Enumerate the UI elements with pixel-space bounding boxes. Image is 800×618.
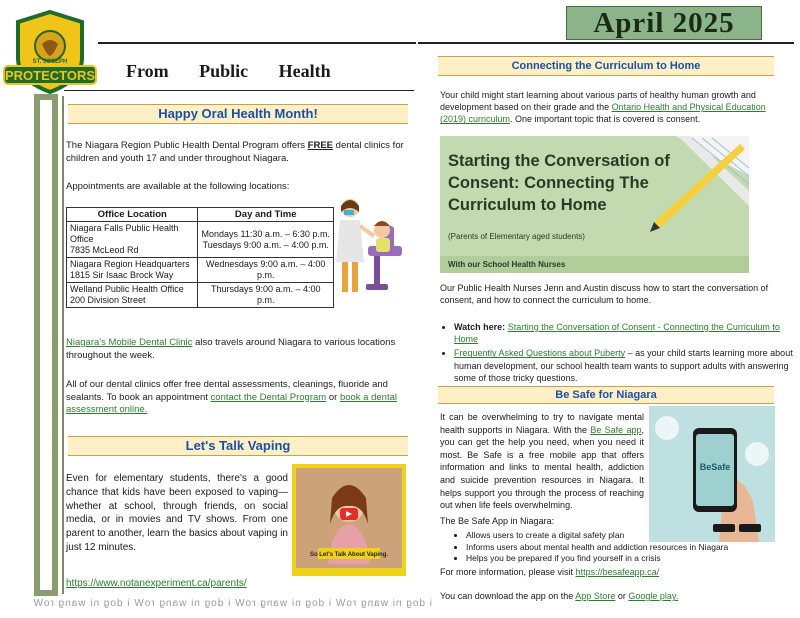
besafe-heading: Be Safe for Niagara (438, 386, 774, 404)
oral-health-intro: The Niagara Region Public Health Dental Program offers FREE dental clinics for children and youth 17 and under throughout Niagara. (66, 140, 404, 164)
table-cell-time: Thursdays 9:00 a.m. – 4:00 p.m. (198, 283, 334, 308)
dental-locations-table (66, 207, 334, 308)
table-cell-time: Wednesdays 9:00 a.m. – 4:00 p.m. (198, 258, 334, 283)
list-item: • Informs users about mental health and addiction resources in Niagara (466, 542, 786, 554)
header-rule-right (418, 42, 794, 44)
ontario-curriculum-link[interactable]: Ontario Health and Physical Education (2019) curriculum (440, 102, 766, 125)
watch-here-label: Watch here: (454, 322, 508, 332)
besafe-phone-image[interactable] (649, 406, 775, 542)
table-cell-location: Welland Public Health Office 200 Division Street (67, 283, 198, 308)
vaping-video-thumbnail[interactable] (292, 464, 406, 576)
mobile-clinic-text: Niagara's Mobile Dental Clinic also travels around Niagara to various locations throughout the week. (66, 337, 396, 361)
table-header-row (67, 208, 334, 222)
left-decorative-line (62, 96, 64, 594)
besafe-app-link[interactable]: Be Safe app (590, 424, 642, 435)
video-caption: So Let's Talk About Vaping. (309, 552, 389, 558)
curriculum-nurses-text: Our Public Health Nurses Jenn and Austin discuss how to start the conversation of consent, and how to connect the curriculum to home. (440, 283, 769, 306)
besafe-more-info: For more information, please visit https://besafeapp.ca/ (440, 567, 660, 577)
table-row (67, 222, 334, 258)
table-row (67, 258, 334, 283)
logo-top-text: ST. JOSEPH (32, 59, 68, 65)
consent-banner-title: Starting the Conversation of Consent: Connecting The Curriculum to Home (448, 152, 670, 214)
list-item: • Helps you be prepared if you find yourself in a crisis (466, 553, 786, 565)
curriculum-resource-list (440, 321, 794, 386)
table-header-time: Day and Time (198, 208, 334, 222)
appointments-text: Appointments are available at the following locations: (66, 181, 290, 192)
curriculum-heading: Connecting the Curriculum to Home (438, 56, 774, 76)
contact-dental-program-link[interactable]: contact the Dental Program (210, 391, 327, 403)
puberty-faq-link[interactable]: Frequently Asked Questions about Puberty (454, 348, 626, 359)
table-cell-time: Mondays 11:30 a.m. – 6:30 p.m. Tuesdays 9:00 a.m. – 4:00 p.m. (198, 222, 334, 258)
besafe-download-text: You can download the app on the App Store or Google play. (440, 591, 679, 601)
consent-banner-subtitle: (Parents of Elementary aged students) (448, 232, 585, 241)
besafe-website-link[interactable]: https://besafeapp.ca/ (575, 567, 660, 577)
left-decorative-bar-inner (40, 100, 52, 590)
from-public-health-title: From Public Health (126, 61, 331, 81)
logo-banner-text: PROTECTORS (4, 68, 96, 83)
list-item: • Frequently Asked Questions about Puberty – as your child starts learning more about human development, our school health team wants to support adults with answering some of those tricky questions. (454, 347, 794, 384)
consent-banner-footer: With our School Health Nurses (448, 260, 566, 269)
oral-health-heading: Happy Oral Health Month! (68, 104, 408, 124)
table-row (67, 283, 334, 308)
vaping-body: Even for elementary students, there's a good chance that kids have been exposed to vaping—whether at school, through friends, on social media, or in movies and TV shows. From one parent to another, learn the basics about vaping in just 12 minutes. (66, 473, 288, 553)
vaping-url-link[interactable]: https://www.notanexperiment.ca/parents/ (66, 578, 247, 589)
free-emphasis: FREE (307, 140, 334, 151)
app-store-link[interactable]: App Store (575, 591, 616, 601)
list-item (454, 321, 794, 345)
mobile-dental-clinic-link[interactable]: Niagara's Mobile Dental Clinic (66, 337, 193, 348)
book-dental-assessment-link[interactable]: book a dental assessment online. (66, 391, 397, 415)
consent-video-link[interactable]: Starting the Conversation of Consent - Connecting the Curriculum to Home (454, 322, 780, 345)
table-cell-location: Niagara Falls Public Health Office 7835 McLeod Rd (67, 222, 198, 258)
school-logo (2, 8, 98, 94)
list-item: • Allows users to create a digital safety plan (466, 530, 786, 542)
dentist-illustration (330, 186, 410, 304)
besafe-feature-list (456, 530, 786, 565)
google-play-link[interactable]: Google play. (628, 591, 679, 601)
dental-clinics-text: All of our dental clinics offer free dental assessments, cleanings, fluoride and sealants. To book an appointment contact the Dental Program or book a dental assessment online. (66, 379, 397, 415)
besafe-app-label: The Be Safe App in Niagara: (440, 516, 555, 526)
header-rule-lower (64, 90, 414, 91)
vaping-heading: Let's Talk Vaping (68, 436, 408, 456)
curriculum-intro: Your child might start learning about various parts of healthy human growth and development based on their grade and the Ontario Health and Physical Education (2019) curriculum. One important topic that is covered is consent. (440, 90, 766, 125)
table-cell-location: Niagara Region Headquarters 1815 Sir Isaac Brock Way (67, 258, 198, 283)
footer-mirrored-text: i dog ni wang roW i dog ni wang roW i dog ni wang roW i dog ni wang roW (32, 598, 432, 609)
besafe-intro: It can be overwhelming to try to navigate mental health supports in Niagara. With the Be Safe app, you can get the help you need, when you need it most. Be Safe is a free mobile app that offers information and links to mental health, addiction and suicide prevention resources in Niagara. It helps support you through the process of reaching out when life feels overwhelming. (440, 412, 645, 511)
month-banner: April 2025 (566, 6, 762, 40)
phone-brand-text: BeSafe (699, 462, 731, 472)
header-rule-left (98, 42, 416, 44)
table-header-location: Office Location (67, 208, 198, 222)
